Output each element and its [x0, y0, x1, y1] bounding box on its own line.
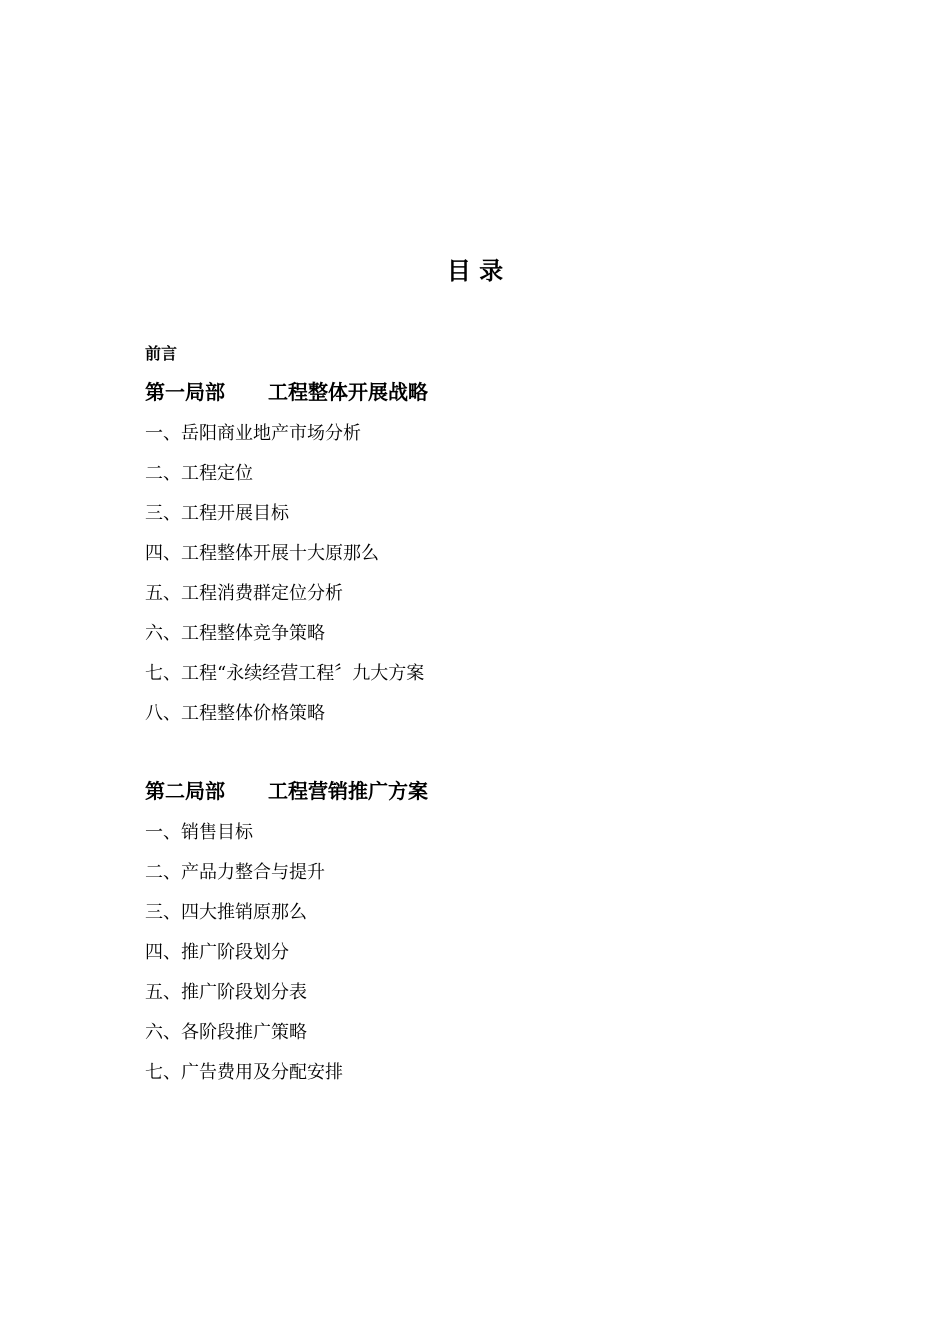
toc-item: 四、工程整体开展十大原那么 — [145, 543, 379, 564]
toc-list-part-2 — [145, 819, 343, 1099]
toc-item: 五、工程消费群定位分析 — [145, 583, 343, 604]
part-heading-2 — [145, 777, 428, 805]
part-label: 第一局部 — [145, 380, 225, 404]
toc-item: 五、推广阶段划分表 — [145, 982, 307, 1003]
toc-item: 六、各阶段推广策略 — [145, 1022, 307, 1043]
part-name: 工程整体开展战略 — [268, 380, 428, 404]
toc-item: 二、工程定位 — [145, 463, 253, 484]
toc-item: 三、四大推销原那么 — [145, 902, 307, 923]
toc-title: 目 录 — [446, 257, 504, 285]
toc-item: 八、工程整体价格策略 — [145, 703, 325, 724]
part-label: 第二局部 — [145, 779, 225, 803]
toc-item: 三、工程开展目标 — [145, 503, 289, 524]
toc-item: 一、销售目标 — [145, 822, 253, 843]
part-name: 工程营销推广方案 — [268, 779, 428, 803]
toc-item: 二、产品力整合与提升 — [145, 862, 325, 883]
toc-item: 七、广告费用及分配安排 — [145, 1062, 343, 1083]
toc-item: 六、工程整体竞争策略 — [145, 623, 325, 644]
toc-item: 七、工程“永续经营工程〞九大方案 — [145, 663, 425, 684]
toc-preface: 前言 — [145, 344, 178, 363]
part-heading-1 — [145, 378, 428, 406]
toc-item: 一、岳阳商业地产市场分析 — [145, 423, 361, 444]
toc-item: 四、推广阶段划分 — [145, 942, 289, 963]
toc-list-part-1 — [145, 420, 424, 740]
